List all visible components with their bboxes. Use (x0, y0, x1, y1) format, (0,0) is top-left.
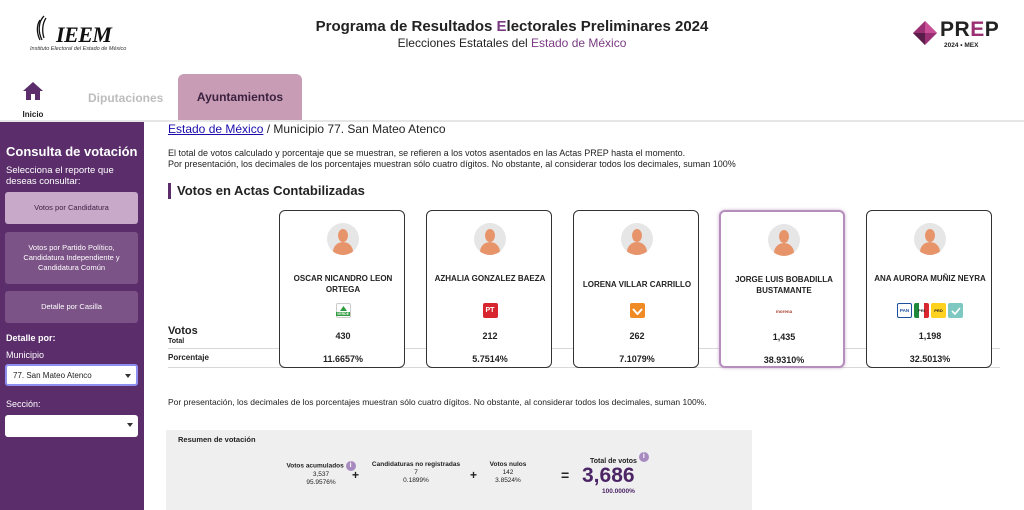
page-subtitle (0, 36, 1024, 50)
summary-title: Resumen de votación (178, 435, 256, 444)
party-logos (721, 304, 847, 320)
total-votes-value: 3,686 (582, 464, 635, 487)
party-pri-logo: PRI (914, 303, 929, 318)
party-verde-text: VERDE (336, 312, 350, 316)
prep-tag: 2024 • MEX (944, 42, 979, 49)
candidate-votes: 1,198 (918, 331, 942, 341)
info-note (168, 148, 988, 170)
candidate-name: LORENA VILLAR CARRILLO (582, 280, 692, 289)
home-icon (23, 82, 43, 100)
prep-word-2: P (984, 18, 1000, 41)
party-verde-logo (336, 303, 351, 318)
nulos-value: 142 (502, 469, 514, 476)
party-logos (574, 303, 700, 319)
no-registradas-label: Candidaturas no registradas (371, 461, 461, 468)
report-detalle-casilla-button[interactable]: Detalle por Casilla (5, 291, 138, 323)
no-registradas-percent: 0.1899% (403, 477, 429, 484)
party-prd-logo: PRD (931, 303, 946, 318)
main-nav (0, 72, 1024, 122)
info-note-line-2: Por presentación, los decimales de los porcentajes muestran sólo cuatro dígitos. No obstante, al considerar todos los decimales, suman 100% (168, 159, 736, 169)
no-registradas-value: 7 (414, 469, 418, 476)
municipio-select[interactable] (5, 364, 138, 386)
candidate-name: ANA AURORA MUÑIZ NEYRA (874, 274, 986, 283)
breadcrumb (168, 122, 446, 136)
section-title: Votos en Actas Contabilizadas (168, 183, 365, 199)
info-icon[interactable]: i (639, 452, 649, 462)
prep-word-1: PR (940, 18, 971, 41)
plus-sign: + (352, 468, 360, 482)
title-part-2: lectorales Preliminares 2024 (506, 18, 709, 35)
report-votos-partido-button[interactable]: Votos por Partido Político, Candidatura Independiente y Candidatura Común (5, 232, 138, 284)
candidate-votes: 430 (335, 331, 351, 341)
acumulados-value: 3,537 (312, 471, 330, 478)
prep-diamond-icon (912, 20, 938, 46)
party-morena-logo: morena (775, 309, 793, 314)
party-mc-logo (630, 303, 645, 318)
equals-sign: = (561, 467, 570, 483)
nulos-percent: 3.8524% (495, 477, 521, 484)
candidate-name: JORGE LUIS BOBADILLA BUSTAMANTE (735, 275, 833, 295)
seccion-label: Sección: (6, 399, 41, 409)
candidate-votes: 1,435 (772, 332, 796, 342)
candidate-percent: 7.1079% (619, 354, 655, 364)
chevron-down-icon (127, 423, 133, 427)
tab-diputaciones[interactable]: Diputaciones (88, 91, 164, 105)
top-header (0, 0, 1024, 72)
total-label-text: Total de votos (590, 457, 637, 465)
sidebar-title: Consulta de votación (6, 144, 138, 159)
page-title (0, 18, 1024, 35)
municipio-label: Municipio (6, 350, 45, 360)
ieem-name: IEEM (56, 22, 112, 47)
candidate-percent: 11.6657% (322, 354, 364, 364)
candidate-card-leading[interactable] (719, 210, 845, 368)
sidebar-subtitle: Selecciona el reporte que deseas consultar: (6, 165, 114, 187)
party-pan-logo: PAN (897, 303, 912, 318)
vote-summary (166, 430, 752, 510)
municipio-select-value: 77. San Mateo Atenco (13, 370, 92, 380)
party-logos (867, 303, 993, 319)
candidate-card[interactable] (573, 210, 699, 368)
candidate-card[interactable] (279, 210, 405, 368)
party-logos (280, 303, 406, 319)
total-votes-percent: 100.0000% (602, 488, 635, 495)
candidate-card[interactable] (866, 210, 992, 368)
candidate-votes: 262 (629, 331, 645, 341)
candidate-avatar-icon (621, 223, 653, 255)
title-part-1: Programa de Resultados (315, 18, 497, 35)
ieem-subtitle: Instituto Electoral del Estado de México (30, 46, 127, 52)
prep-word-accent: E (970, 18, 985, 41)
party-local-logo (948, 303, 963, 318)
subtitle-part-1: Elecciones Estatales del (397, 36, 531, 50)
home-label: Inicio (22, 110, 44, 119)
info-icon[interactable]: i (346, 461, 356, 471)
candidate-percent: 5.7514% (472, 354, 508, 364)
plus-sign: + (470, 468, 478, 482)
row-label-total: Total (168, 338, 185, 345)
party-logos (427, 303, 553, 319)
candidate-name: AZHALIA GONZALEZ BAEZA (434, 274, 546, 283)
breadcrumb-estado-link[interactable]: Estado de México (168, 122, 264, 136)
chevron-down-icon (125, 374, 131, 378)
candidate-percent: 32.5013% (909, 354, 951, 364)
tab-ayuntamientos[interactable]: Ayuntamientos (178, 74, 302, 120)
candidate-avatar-icon (327, 223, 359, 255)
candidate-votes: 212 (482, 331, 498, 341)
breadcrumb-current: / Municipio 77. San Mateo Atenco (263, 122, 446, 136)
candidate-avatar-icon (474, 223, 506, 255)
row-label-votos: Votos (168, 325, 198, 337)
title-accent: E (496, 18, 507, 35)
info-note-line-1: El total de votos calculado y porcentaje que se muestran, se refieren a los votos asentados en las Actas PREP hasta el momento. (168, 148, 686, 158)
candidate-avatar-icon (914, 223, 946, 255)
candidate-percent: 38.9310% (763, 355, 805, 365)
subtitle-accent: Estado de México (531, 36, 627, 50)
acumulados-label-text: Votos acumulados (286, 462, 344, 470)
prep-logo (912, 18, 1012, 52)
nav-home[interactable] (18, 80, 48, 118)
prep-wordmark (940, 18, 999, 42)
candidate-name: OSCAR NICANDRO LEON ORTEGA (293, 274, 393, 294)
report-votos-candidatura-button[interactable]: Votos por Candidatura (5, 192, 138, 224)
summary-nulos (478, 461, 538, 485)
candidate-avatar-icon (768, 224, 800, 256)
party-pt-logo: PT (483, 303, 498, 318)
acumulados-percent: 95.9576% (306, 479, 336, 486)
candidate-card[interactable] (426, 210, 552, 368)
nav-divider (0, 120, 1024, 122)
bottom-note: Por presentación, los decimales de los porcentajes muestran sólo cuatro dígitos. No obstante, al considerar todos los decimales, suman 100%. (168, 397, 707, 407)
seccion-select[interactable] (5, 415, 138, 437)
detalle-label: Detalle por: (6, 333, 56, 343)
summary-no-registradas (366, 461, 466, 485)
nulos-label: Votos nulos (489, 461, 527, 468)
row-label-porcentaje: Porcentaje (168, 353, 209, 362)
sidebar (0, 122, 144, 510)
